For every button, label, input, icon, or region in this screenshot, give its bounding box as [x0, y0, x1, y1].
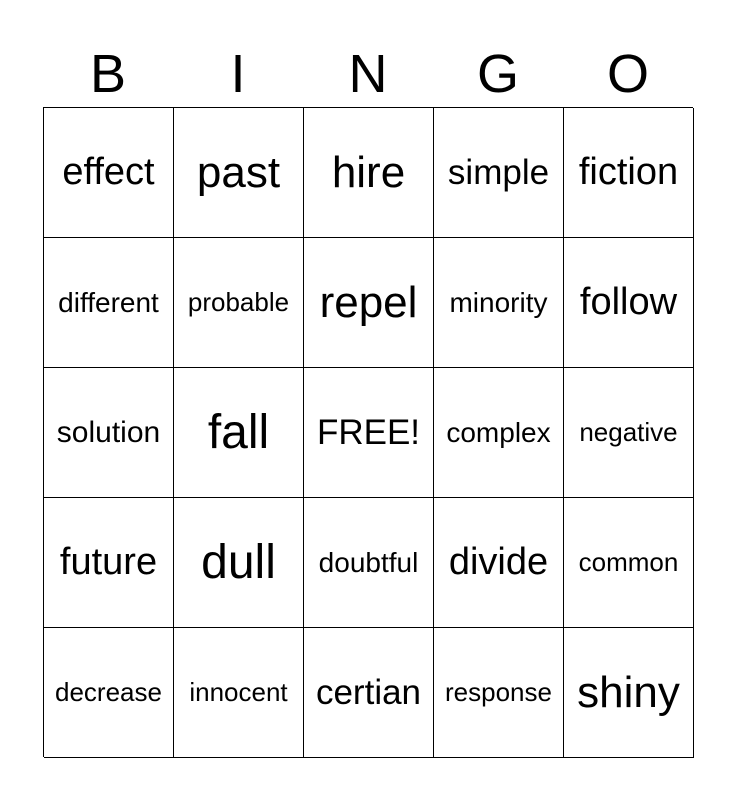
header-letter-o: O: [606, 44, 649, 104]
bingo-cell[interactable]: negative: [564, 368, 694, 498]
bingo-cell[interactable]: minority: [434, 238, 564, 368]
bingo-cell[interactable]: complex: [434, 368, 564, 498]
bingo-header: [43, 40, 693, 108]
bingo-cell[interactable]: simple: [434, 108, 564, 238]
bingo-cell[interactable]: effect: [44, 108, 174, 238]
bingo-cell[interactable]: common: [564, 498, 694, 628]
bingo-cell[interactable]: shiny: [564, 628, 694, 758]
header-letter-i: I: [230, 44, 246, 104]
bingo-cell[interactable]: follow: [564, 238, 694, 368]
bingo-cell[interactable]: innocent: [174, 628, 304, 758]
bingo-cell[interactable]: certian: [304, 628, 434, 758]
bingo-cell[interactable]: repel: [304, 238, 434, 368]
bingo-cell[interactable]: hire: [304, 108, 434, 238]
bingo-board: [43, 107, 693, 757]
bingo-cell[interactable]: future: [44, 498, 174, 628]
bingo-cell[interactable]: fiction: [564, 108, 694, 238]
bingo-cell[interactable]: doubtful: [304, 498, 434, 628]
header-letter-g: G: [476, 44, 519, 104]
header-letter-n: N: [348, 44, 388, 104]
header-letter-b: B: [89, 44, 127, 104]
free-space-cell[interactable]: FREE!: [304, 368, 434, 498]
bingo-cell[interactable]: fall: [174, 368, 304, 498]
bingo-cell[interactable]: dull: [174, 498, 304, 628]
bingo-cell[interactable]: different: [44, 238, 174, 368]
bingo-cell[interactable]: probable: [174, 238, 304, 368]
bingo-cell[interactable]: past: [174, 108, 304, 238]
bingo-cell[interactable]: divide: [434, 498, 564, 628]
bingo-cell[interactable]: solution: [44, 368, 174, 498]
bingo-cell[interactable]: decrease: [44, 628, 174, 758]
bingo-cell[interactable]: response: [434, 628, 564, 758]
